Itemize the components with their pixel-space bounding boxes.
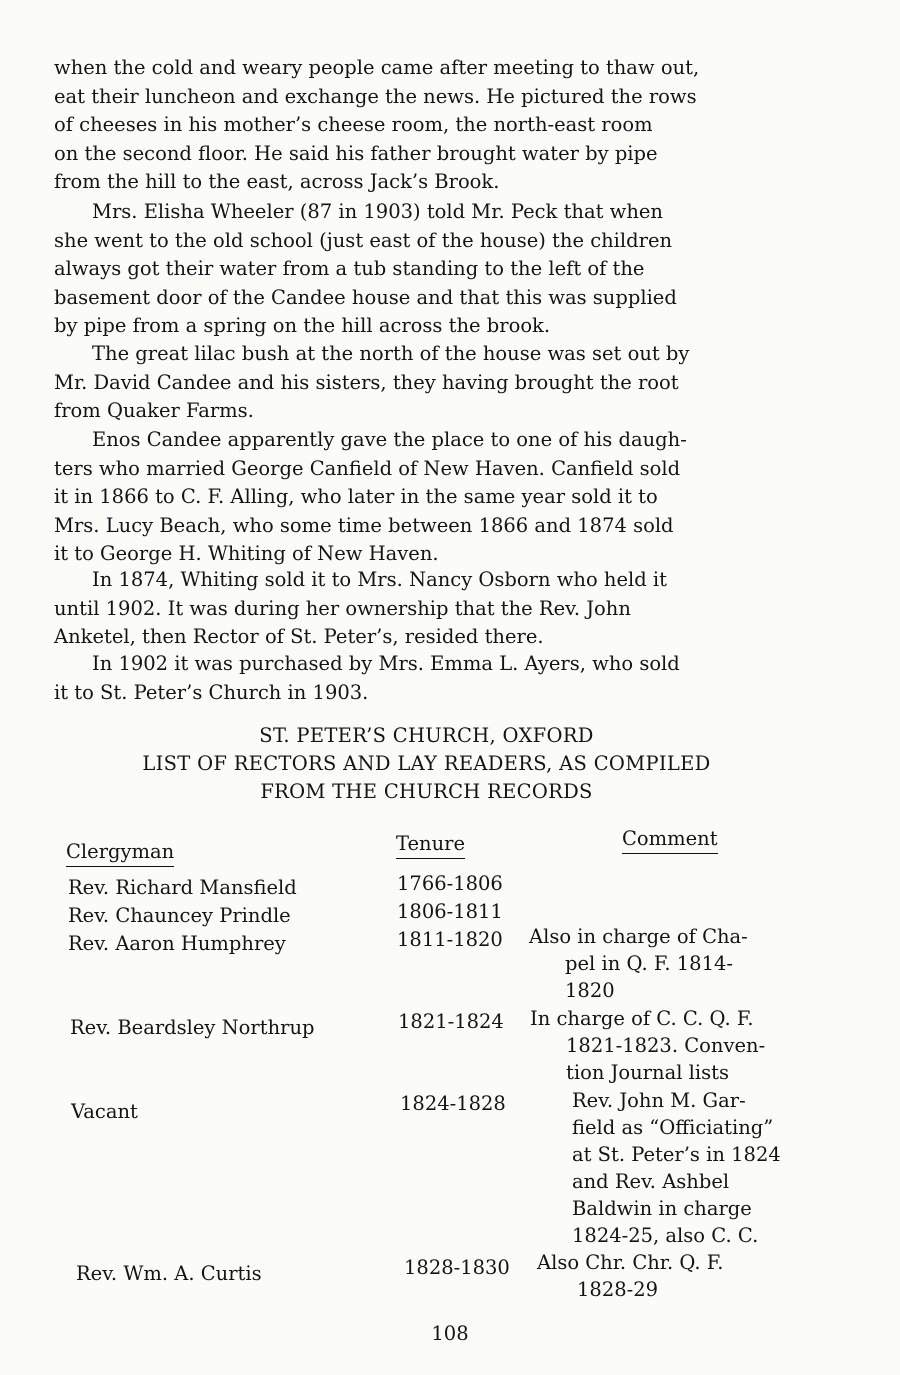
comment-line: 1824-25, also C. C. [572,1224,759,1247]
column-header-tenure: Tenure [396,832,465,859]
comment-cell [537,1249,723,1303]
clergyman-cell: Rev. Aaron Humphrey [68,932,286,955]
clergyman-cell: Rev. Beardsley Northrup [70,1016,315,1039]
clergyman-cell: Rev. Wm. A. Curtis [76,1262,262,1285]
text-line: In 1874, Whiting sold it to Mrs. Nancy Osborn who held it [92,568,667,591]
text-line: The great lilac bush at the north of the house was set out by [92,342,690,365]
comment-line: pel in Q. F. 1814- [565,952,733,975]
comment-line: and Rev. Ashbel [572,1170,730,1193]
text-line: from Quaker Farms. [54,399,254,422]
text-line: Mr. David Candee and his sisters, they having brought the root [54,370,679,394]
heading-line: FROM THE CHURCH RECORDS [260,780,593,803]
column-header-comment: Comment [622,827,718,854]
text-line: basement door of the Candee house and that this was supplied [54,285,677,309]
text-line: it in 1866 to C. F. Alling, who later in the same year sold it to [54,485,658,508]
text-line: Mrs. Lucy Beach, who some time between 1866 and 1874 sold [54,513,674,537]
comment-line: 1821-1823. Conven- [566,1034,766,1057]
clergyman-cell: Rev. Richard Mansfield [68,876,297,899]
text-line: eat their luncheon and exchange the news. He pictured the rows [54,84,697,108]
clergyman-cell: Rev. Chauncey Prindle [68,904,291,927]
comment-line: field as “Officiating” [572,1116,774,1139]
text-line: In 1902 it was purchased by Mrs. Emma L. Ayers, who sold [92,652,680,675]
text-line: from the hill to the east, across Jack’s Brook. [54,170,500,193]
text-line: she went to the old school (just east of the house) the children [54,228,673,252]
tenure-cell: 1766-1806 [397,872,503,895]
comment-line: tion Journal lists [566,1061,729,1084]
tenure-cell: 1821-1824 [398,1010,504,1033]
section-heading [54,722,799,806]
tenure-cell: 1824-1828 [400,1092,506,1115]
comment-cell [529,923,748,1004]
heading-line: LIST OF RECTORS AND LAY READERS, AS COMPILED [142,752,711,775]
paragraph-6 [54,650,799,707]
page-number: 108 [431,1322,469,1345]
comment-cell [572,1087,781,1249]
text-line: it to St. Peter’s Church in 1903. [54,680,369,704]
text-line: Anketel, then Rector of St. Peter’s, resided there. [54,625,544,648]
text-line: ters who married George Canfield of New Haven. Canfield sold [54,456,681,480]
comment-cell [530,1005,765,1086]
text-line: always got their water from a tub standing to the left of the [54,257,645,280]
tenure-cell: 1811-1820 [397,928,503,951]
comment-line: Baldwin in charge [572,1197,752,1220]
comment-line: 1828-29 [577,1278,659,1301]
text-line: of cheeses in his mother’s cheese room, the north-east room [54,113,653,136]
text-line: on the second floor. He said his father brought water by pipe [54,141,658,165]
column-header-clergyman: Clergyman [66,840,174,867]
paragraph-4 [54,426,799,569]
paragraph-3 [54,340,799,426]
heading-line: ST. PETER’S CHURCH, OXFORD [259,724,594,747]
comment-line: Also in charge of Cha- [529,925,748,948]
text-line: Mrs. Elisha Wheeler (87 in 1903) told Mr. Peck that when [92,200,663,223]
comment-line: Rev. John M. Gar- [572,1089,746,1112]
comment-line: 1820 [565,979,615,1002]
paragraph-5 [54,566,799,652]
tenure-cell: 1806-1811 [397,900,503,923]
comment-line: Also Chr. Chr. Q. F. [537,1251,724,1274]
comment-line: at St. Peter’s in 1824 [572,1143,781,1166]
paragraph-2 [54,198,799,341]
text-line: it to George H. Whiting of New Haven. [54,542,439,565]
tenure-cell: 1828-1830 [404,1256,510,1279]
clergyman-cell: Vacant [71,1100,138,1123]
paragraph-1 [54,54,799,197]
text-line: Enos Candee apparently gave the place to one of his daugh- [92,428,687,451]
comment-line: In charge of C. C. Q. F. [530,1007,754,1030]
text-line: until 1902. It was during her ownership that the Rev. John [54,596,631,620]
text-line: by pipe from a spring on the hill across the brook. [54,314,551,337]
text-line: when the cold and weary people came after meeting to thaw out, [54,56,700,79]
